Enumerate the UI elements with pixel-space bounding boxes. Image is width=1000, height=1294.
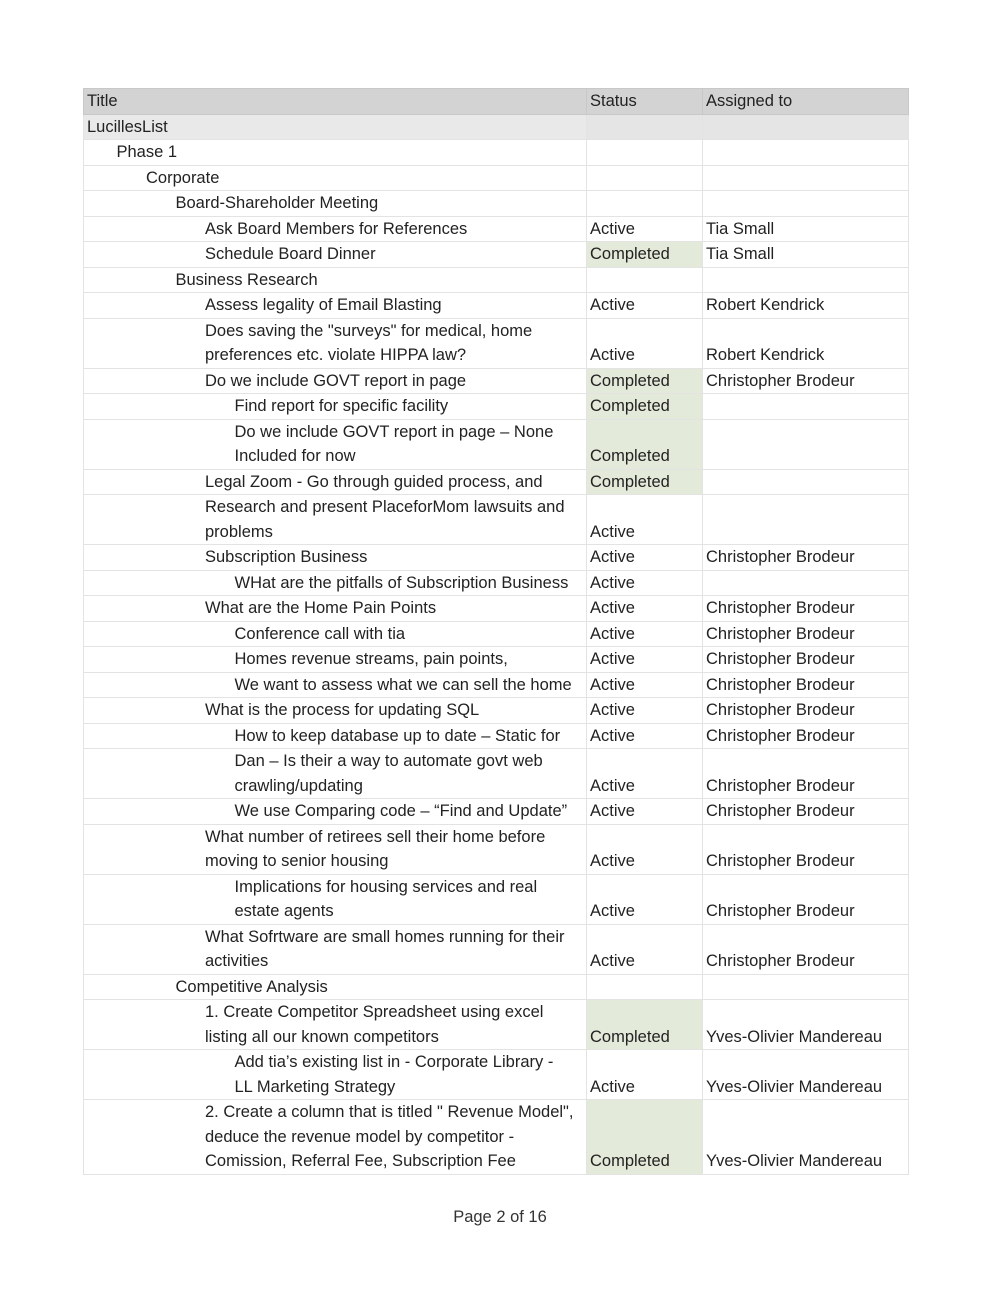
task-title-cell[interactable]: Dan – Is their a way to automate govt web crawling/updating	[84, 749, 587, 799]
header-title[interactable]: Title	[84, 89, 587, 115]
status-cell[interactable]: Active	[587, 723, 703, 749]
status-cell[interactable]: Completed	[587, 469, 703, 495]
assigned-to-cell[interactable]	[703, 114, 909, 140]
assigned-to-cell[interactable]	[703, 974, 909, 1000]
status-cell[interactable]: Active	[587, 596, 703, 622]
status-cell[interactable]	[587, 267, 703, 293]
status-cell[interactable]: Active	[587, 621, 703, 647]
assigned-to-cell[interactable]: Christopher Brodeur	[703, 799, 909, 825]
table-header-row	[84, 89, 909, 115]
table-row	[84, 114, 909, 140]
task-title-cell[interactable]: Phase 1	[84, 140, 587, 166]
assigned-to-cell[interactable]: Christopher Brodeur	[703, 647, 909, 673]
assigned-to-cell[interactable]: Christopher Brodeur	[703, 698, 909, 724]
task-title-cell[interactable]: What is the process for updating SQL	[84, 698, 587, 724]
table-row	[84, 1000, 909, 1050]
task-title-cell[interactable]: Add tia’s existing list in - Corporate Library - LL Marketing Strategy	[84, 1050, 587, 1100]
table-row	[84, 621, 909, 647]
task-title-cell[interactable]: 1. Create Competitor Spreadsheet using excel listing all our known competitors	[84, 1000, 587, 1050]
task-title-cell[interactable]: 2. Create a column that is titled " Revenue Model", deduce the revenue model by competitor - Comission, Referral Fee, Subscription Fee	[84, 1100, 587, 1175]
header-status[interactable]: Status	[587, 89, 703, 115]
status-cell[interactable]: Active	[587, 799, 703, 825]
status-cell[interactable]	[587, 974, 703, 1000]
assigned-to-cell[interactable]	[703, 394, 909, 420]
task-title-cell[interactable]: Business Research	[84, 267, 587, 293]
table-row	[84, 799, 909, 825]
assigned-to-cell[interactable]	[703, 419, 909, 469]
status-cell[interactable]: Active	[587, 647, 703, 673]
task-title-cell[interactable]: Does saving the "surveys" for medical, home preferences etc. violate HIPPA law?	[84, 318, 587, 368]
table-row	[84, 469, 909, 495]
table-row	[84, 242, 909, 268]
task-title-cell[interactable]: We use Comparing code – “Find and Update”	[84, 799, 587, 825]
task-title-cell[interactable]: Do we include GOVT report in page	[84, 368, 587, 394]
task-title-cell[interactable]: WHat are the pitfalls of Subscription Business	[84, 570, 587, 596]
task-title-cell[interactable]: What are the Home Pain Points	[84, 596, 587, 622]
task-title-cell[interactable]: Find report for specific facility	[84, 394, 587, 420]
table-row	[84, 140, 909, 166]
status-cell[interactable]: Active	[587, 672, 703, 698]
table-row	[84, 874, 909, 924]
assigned-to-cell[interactable]: Christopher Brodeur	[703, 824, 909, 874]
status-cell[interactable]: Completed	[587, 1100, 703, 1175]
status-cell[interactable]: Completed	[587, 368, 703, 394]
table-row	[84, 570, 909, 596]
status-cell[interactable]: Active	[587, 495, 703, 545]
status-cell[interactable]: Active	[587, 824, 703, 874]
table-row	[84, 267, 909, 293]
task-title-cell[interactable]: Homes revenue streams, pain points,	[84, 647, 587, 673]
task-title-cell[interactable]: Implications for housing services and real estate agents	[84, 874, 587, 924]
assigned-to-cell[interactable]: Christopher Brodeur	[703, 723, 909, 749]
status-cell[interactable]: Active	[587, 924, 703, 974]
assigned-to-cell[interactable]: Robert Kendrick	[703, 318, 909, 368]
assigned-to-cell[interactable]: Yves-Olivier Mandereau	[703, 1050, 909, 1100]
table-row	[84, 749, 909, 799]
task-title-cell[interactable]: Board-Shareholder Meeting	[84, 191, 587, 217]
table-row	[84, 647, 909, 673]
table-row	[84, 824, 909, 874]
assigned-to-cell[interactable]: Christopher Brodeur	[703, 672, 909, 698]
assigned-to-cell[interactable]: Yves-Olivier Mandereau	[703, 1000, 909, 1050]
status-cell[interactable]	[587, 165, 703, 191]
table-row	[84, 596, 909, 622]
assigned-to-cell[interactable]: Christopher Brodeur	[703, 368, 909, 394]
status-cell[interactable]	[587, 140, 703, 166]
table-row	[84, 723, 909, 749]
status-cell[interactable]: Active	[587, 216, 703, 242]
status-cell[interactable]	[587, 191, 703, 217]
assigned-to-cell[interactable]: Christopher Brodeur	[703, 749, 909, 799]
status-cell[interactable]: Active	[587, 698, 703, 724]
table-row	[84, 293, 909, 319]
table-row	[84, 394, 909, 420]
page-number: Page 2 of 16	[453, 1208, 547, 1226]
table-row	[84, 495, 909, 545]
status-cell[interactable]: Active	[587, 545, 703, 571]
task-table	[83, 88, 909, 1175]
table-row	[84, 1100, 909, 1175]
status-cell[interactable]	[587, 114, 703, 140]
status-cell[interactable]: Active	[587, 570, 703, 596]
table-row	[84, 368, 909, 394]
status-cell[interactable]: Active	[587, 749, 703, 799]
assigned-to-cell[interactable]	[703, 495, 909, 545]
assigned-to-cell[interactable]	[703, 191, 909, 217]
task-title-cell[interactable]: Legal Zoom - Go through guided process, and	[84, 469, 587, 495]
status-cell[interactable]: Completed	[587, 242, 703, 268]
assigned-to-cell[interactable]	[703, 267, 909, 293]
task-title-cell[interactable]: Subscription Business	[84, 545, 587, 571]
task-title-cell[interactable]: Research and present PlaceforMom lawsuits and problems	[84, 495, 587, 545]
task-title-cell[interactable]: LucillesList	[84, 114, 587, 140]
table-row	[84, 924, 909, 974]
status-cell[interactable]: Completed	[587, 1000, 703, 1050]
assigned-to-cell[interactable]: Christopher Brodeur	[703, 874, 909, 924]
assigned-to-cell[interactable]	[703, 140, 909, 166]
status-cell[interactable]: Completed	[587, 419, 703, 469]
task-title-cell[interactable]: Ask Board Members for References	[84, 216, 587, 242]
table-row	[84, 165, 909, 191]
task-title-cell[interactable]: How to keep database up to date – Static for	[84, 723, 587, 749]
assigned-to-cell[interactable]: Tia Small	[703, 242, 909, 268]
table-row	[84, 698, 909, 724]
task-title-cell[interactable]: Schedule Board Dinner	[84, 242, 587, 268]
assigned-to-cell[interactable]: Robert Kendrick	[703, 293, 909, 319]
table-row	[84, 672, 909, 698]
table-row	[84, 545, 909, 571]
task-title-cell[interactable]: What number of retirees sell their home before moving to senior housing	[84, 824, 587, 874]
table-row	[84, 191, 909, 217]
table-row	[84, 1050, 909, 1100]
assigned-to-cell[interactable]	[703, 469, 909, 495]
assigned-to-cell[interactable]: Christopher Brodeur	[703, 596, 909, 622]
table-body	[84, 114, 909, 1174]
table-row	[84, 974, 909, 1000]
assigned-to-cell[interactable]	[703, 165, 909, 191]
task-title-cell[interactable]: What Sofrtware are small homes running for their activities	[84, 924, 587, 974]
table-row	[84, 216, 909, 242]
table-row	[84, 318, 909, 368]
task-title-cell[interactable]: Assess legality of Email Blasting	[84, 293, 587, 319]
status-cell[interactable]: Active	[587, 1050, 703, 1100]
table-row	[84, 419, 909, 469]
status-cell[interactable]: Active	[587, 874, 703, 924]
task-title-cell[interactable]: Conference call with tia	[84, 621, 587, 647]
task-title-cell[interactable]: Do we include GOVT report in page – None Included for now	[84, 419, 587, 469]
status-cell[interactable]: Active	[587, 318, 703, 368]
assigned-to-cell[interactable]	[703, 570, 909, 596]
assigned-to-cell[interactable]: Christopher Brodeur	[703, 545, 909, 571]
task-title-cell[interactable]: Corporate	[84, 165, 587, 191]
header-assigned-to[interactable]: Assigned to	[703, 89, 909, 115]
task-title-cell[interactable]: Competitive Analysis	[84, 974, 587, 1000]
status-cell[interactable]: Completed	[587, 394, 703, 420]
assigned-to-cell[interactable]: Yves-Olivier Mandereau	[703, 1100, 909, 1175]
assigned-to-cell[interactable]: Tia Small	[703, 216, 909, 242]
status-cell[interactable]: Active	[587, 293, 703, 319]
assigned-to-cell[interactable]: Christopher Brodeur	[703, 621, 909, 647]
task-title-cell[interactable]: We want to assess what we can sell the home	[84, 672, 587, 698]
assigned-to-cell[interactable]: Christopher Brodeur	[703, 924, 909, 974]
